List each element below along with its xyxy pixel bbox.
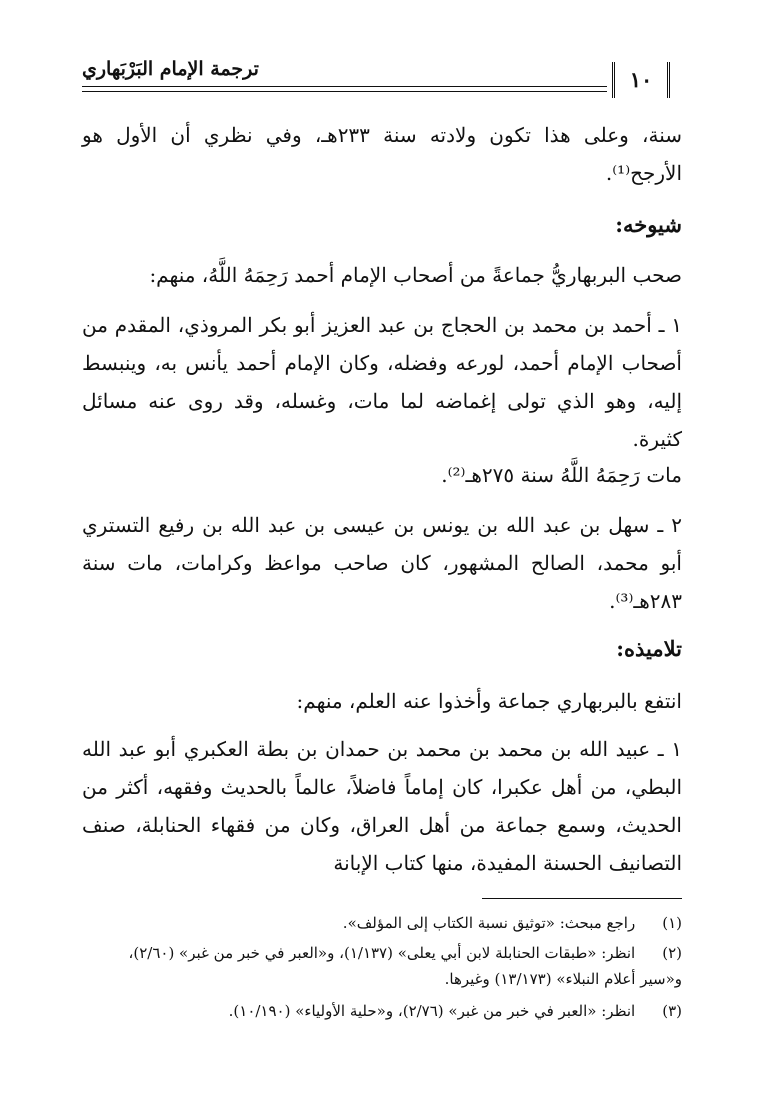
page-number: ١٠ (612, 62, 670, 98)
paragraph-intro: سنة، وعلى هذا تكون ولادته سنة ٢٣٣هـ، وفي نظري أن الأول هو الأرجح⁽¹⁾. (82, 123, 682, 185)
heading-talamidh: تلاميذه: (616, 636, 682, 661)
paragraph-shuyukh-intro: صحب البربهاريُّ جماعةً من أصحاب الإمام أحمد رَحِمَهُ اللَّهُ، منهم: (149, 263, 682, 287)
header-rule (82, 86, 607, 87)
footnote-2 (82, 940, 682, 992)
footnote-separator (482, 898, 682, 899)
footnote-number: (٢) (662, 944, 682, 962)
paragraph-talamidh-intro: انتفع بالبربهاري جماعة وأخذوا عنه العلم، منهم: (296, 689, 682, 713)
paragraph-shaykh-1-death: مات رَحِمَهُ اللَّهُ سنة ٢٧٥هـ⁽²⁾. (441, 463, 682, 487)
footnote-3 (82, 998, 682, 1024)
running-title: ترجمة الإمام البَرْبَهاري (82, 58, 259, 80)
footnote-text: انظر: «طبقات الحنابلة لابن أبي يعلى» (١/١٣٧)، و«العبر في خبر من غبر» (٢/٦٠)، و«سير أعلام النبلاء» (١٣/١٧٣) وغيرها. (128, 944, 682, 988)
paragraph-shaykh-1: ١ ـ أحمد بن محمد بن الحجاج بن عبد العزيز أبو بكر المروذي، المقدم من أصحاب الإمام أحمد، لورعه وفضله، وكان الإمام أحمد يأنس به، وينبسط إليه، وهو الذي تولى إغماضه لما مات، وغسله، وقد روى عنه مسائل كثيرة. (82, 313, 682, 451)
header-rule (82, 91, 607, 92)
footnote-text: انظر: «العبر في خبر من غبر» (٢/٧٦)، و«حلية الأولياء» (١٠/١٩٠). (228, 1002, 636, 1020)
page-header (82, 52, 682, 102)
footnote-number: (١) (662, 914, 682, 932)
paragraph-shaykh-2: ٢ ـ سهل بن عبد الله بن يونس بن عيسى بن عبد الله بن رفيع التستري أبو محمد، الصالح المشهور، كان صاحب مواعظ وكرامات، مات سنة ٢٨٣هـ⁽³⁾. (82, 513, 682, 613)
heading-shuyukh: شيوخه: (615, 212, 682, 237)
footnote-text: راجع مبحث: «توثيق نسبة الكتاب إلى المؤلف». (342, 914, 636, 932)
footnote-1 (82, 910, 682, 936)
paragraph-tilmidh-1: ١ ـ عبيد الله بن محمد بن محمد بن حمدان بن بطة العكبري أبو عبد الله البطي، من أهل عكبرا، كان إماماً فاضلاً، عالماً بالحديث وفقهه، أكثر من الحديث، وسمع جماعة من أهل العراق، وكان من فقهاء الحنابلة، صنف التصانيف الحسنة المفيدة، منها كتاب الإبانة (82, 737, 682, 875)
footnote-number: (٣) (662, 1002, 682, 1020)
